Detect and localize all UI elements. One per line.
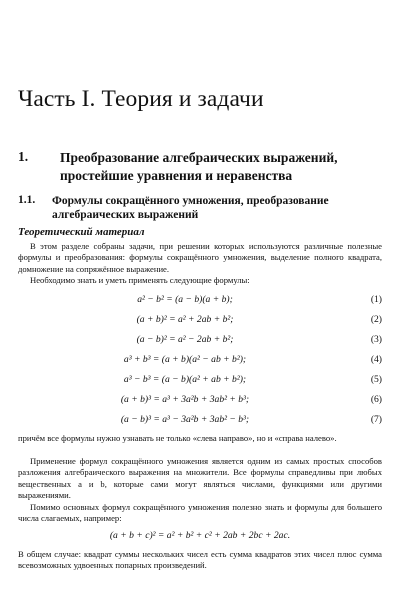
formula: (a − b)³ = a³ − 3a²b + 3ab² − b³;: [120, 414, 250, 425]
formula-number: (3): [370, 334, 382, 345]
formula-row: [18, 354, 382, 368]
subsection-number: 1.1.: [18, 194, 36, 206]
theory-heading: Теоретический материал: [18, 226, 145, 238]
part-title: Часть I. Теория и задачи: [18, 86, 264, 112]
formula: (a − b)² = a² − 2ab + b²;: [136, 334, 234, 345]
formula: a³ − b³ = (a − b)(a² + ab + b²);: [123, 374, 247, 385]
formula-number: (2): [370, 314, 382, 325]
formula-number: (1): [370, 294, 382, 305]
formula-row: [18, 294, 382, 308]
application-paragraph: Применение формул сокращённого умножения является одним из самых простых способов разложения алгебраического выражения на множители. Все формулы справедливы при любых вещественных a и b, которые сами могут являться числами, функциями или другими выражениями.: [18, 456, 382, 501]
subsection-title: Формулы сокращённого умножения, преобразование алгебраических выражений: [52, 195, 329, 221]
general-case-paragraph: В общем случае: квадрат суммы нескольких чисел есть сумма квадратов этих чисел плюс сумма всевозможных удвоенных попарных произведений.: [18, 549, 382, 571]
formulas-lead-paragraph: Необходимо знать и уметь применять следующие формулы:: [30, 275, 250, 285]
example-formula: (a + b + c)² = a² + b² + c² + 2ab + 2bc + 2ac.: [109, 530, 291, 541]
more-terms-paragraph: Помимо основных формул сокращённого умножения полезно знать и формулы для большего числа слагаемых, например:: [18, 502, 382, 524]
formula-row: [18, 374, 382, 388]
formula-row: [18, 394, 382, 408]
formula: a² − b² = (a − b)(a + b);: [137, 294, 233, 305]
formula-number: (6): [370, 394, 382, 405]
formula-row: [18, 414, 382, 428]
formula: (a + b)³ = a³ + 3a²b + 3ab² + b³;: [120, 394, 250, 405]
formula-number: (4): [370, 354, 382, 365]
note-paragraph: причём все формулы нужно узнавать не только «слева направо», но и «справа налево».: [18, 433, 337, 443]
formula: a³ + b³ = (a + b)(a² − ab + b²);: [123, 354, 247, 365]
intro-paragraph: В этом разделе собраны задачи, при решении которых используются различные полезные формулы и преобразования: формулы сокращённого умножения, выделение полного квадрата, домножение на сопряжённое выражение.: [18, 241, 382, 274]
formula-number: (7): [370, 414, 382, 425]
formula-row: [18, 334, 382, 348]
formula-number: (5): [370, 374, 382, 385]
formula: (a + b)² = a² + 2ab + b²;: [136, 314, 234, 325]
section-title: Преобразование алгебраических выражений, простейшие уравнения и неравенства: [60, 150, 338, 183]
section-number: 1.: [18, 149, 29, 164]
formula-row: [18, 314, 382, 328]
